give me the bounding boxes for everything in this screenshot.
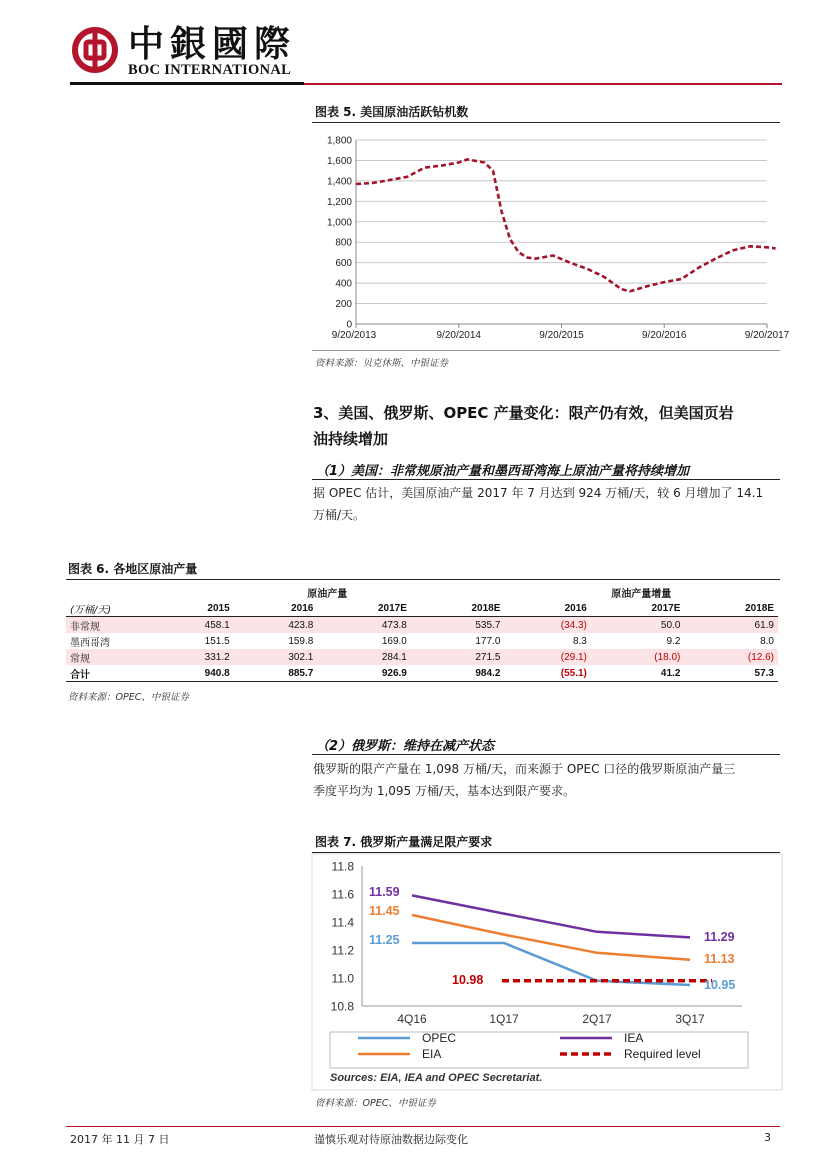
page-number: 3 (764, 1131, 771, 1144)
legend-label: Required level (624, 1047, 701, 1061)
y-tick-label: 0 (346, 319, 352, 331)
table-cell: (34.3) (504, 617, 590, 634)
table-group-header (66, 584, 778, 600)
x-tick-label: 2Q17 (582, 1012, 612, 1026)
x-tick-label: 9/20/2015 (539, 330, 584, 341)
y-tick-label: 1,800 (326, 135, 352, 147)
column-header: 2018E (411, 600, 505, 617)
table-cell: 302.1 (234, 649, 318, 665)
table-cell: 8.3 (572, 635, 587, 647)
table-cell: (29.1) (504, 649, 590, 665)
y-tick-label: 11.2 (331, 943, 354, 958)
table-cell: 271.5 (411, 649, 505, 665)
table-cell: 984.2 (411, 665, 505, 682)
x-tick-label: 9/20/2016 (642, 330, 687, 341)
fig7-title-rule (312, 852, 780, 853)
footer-date: 2017 年 11 月 7 日 (70, 1133, 170, 1146)
column-header: 2018E (684, 600, 778, 617)
fig6-title-rule (66, 579, 780, 580)
fig7-title: 图表 7. 俄罗斯产量满足限产要求 (315, 835, 493, 849)
data-label-eia-end: 11.13 (704, 952, 735, 966)
x-tick-label: 9/20/2013 (331, 330, 377, 341)
table-cell: 57.3 (684, 665, 778, 682)
x-tick-label: 3Q17 (675, 1012, 705, 1026)
x-tick-label: 9/20/2017 (744, 330, 790, 341)
y-tick-label: 1,400 (326, 176, 352, 188)
data-label-opec-start: 11.25 (369, 933, 400, 947)
header-rule-black (70, 82, 304, 85)
data-label-opec-end: 10.95 (704, 978, 736, 992)
x-tick-label: 4Q16 (397, 1012, 427, 1026)
row-label: 墨西哥湾 (70, 637, 110, 649)
table-cell: 535.7 (411, 617, 505, 634)
group-header-increment: 原油产量增量 (611, 588, 672, 600)
footer-rule (66, 1126, 780, 1127)
y-tick-label: 11.8 (331, 859, 354, 874)
subheading-rule-1 (312, 479, 780, 480)
table-cell: (55.1) (504, 665, 590, 682)
data-label-iea-end: 11.29 (704, 930, 735, 944)
subheading-russia: （2）俄罗斯：维持在减产状态 (316, 739, 495, 754)
data-label-eia-start: 11.45 (369, 904, 400, 918)
table-cell: 159.8 (288, 635, 314, 647)
footer-report-title: 谨慎乐观对待原油数据边际变化 (314, 1133, 468, 1146)
y-tick-label: 10.8 (330, 999, 354, 1014)
row-label: 常规 (66, 649, 150, 665)
column-header: 2015 (150, 600, 234, 617)
y-tick-label: 11.0 (331, 971, 354, 986)
fig6-title: 图表 6. 各地区原油产量 (68, 562, 198, 576)
x-tick-label: 1Q17 (489, 1012, 519, 1026)
column-header: 2017E (591, 600, 685, 617)
table-cell: 61.9 (684, 617, 778, 634)
chart-sources-note: Sources: EIA, IEA and OPEC Secretariat. (330, 1072, 543, 1084)
table-cell: 8.0 (760, 635, 774, 647)
legend-label: EIA (422, 1047, 442, 1061)
section3-title-line2: 油持续增加 (313, 430, 389, 448)
table-cell: 331.2 (150, 649, 234, 665)
y-tick-label: 1,600 (326, 155, 352, 167)
data-label-iea-start: 11.59 (369, 885, 400, 899)
russia-production-chart (312, 854, 782, 1090)
table-cell: 9.2 (666, 635, 681, 647)
production-table (66, 584, 778, 682)
legend-label: OPEC (422, 1031, 457, 1045)
boc-logo-icon (72, 27, 118, 73)
unit-label: (万桶/天) (66, 600, 150, 617)
subheading-rule-2 (312, 754, 780, 755)
y-tick-label: 400 (335, 278, 352, 290)
legend-label: IEA (624, 1031, 644, 1045)
y-tick-label: 600 (335, 258, 352, 270)
table-cell: (12.6) (684, 649, 778, 665)
header-rule-red (304, 83, 782, 85)
y-tick-label: 200 (335, 299, 352, 311)
section3-subheading-us: （1）美国：非常规原油产量和墨西哥湾海上原油产量将持续增加 (316, 464, 690, 479)
y-tick-label: 1,200 (326, 196, 352, 208)
rig-count-line (356, 159, 776, 291)
table-column-header (66, 600, 778, 617)
table-row (66, 633, 778, 649)
logo-english-name: BOC INTERNATIONAL (128, 62, 292, 78)
table-row (66, 617, 778, 634)
x-tick-label: 9/20/2014 (436, 330, 481, 341)
table-cell: 423.8 (234, 617, 318, 634)
table-cell: 169.0 (381, 635, 407, 647)
table-cell: 473.8 (317, 617, 411, 634)
section3-title-line1: 3、美国、俄罗斯、OPEC 产量变化：限产仍有效，但美国页岩 (313, 404, 734, 422)
column-header: 2017E (317, 600, 411, 617)
row-label: 非常规 (66, 617, 150, 634)
table-cell: 284.1 (317, 649, 411, 665)
table-cell: 151.5 (204, 635, 230, 647)
fig6-source: 资料来源：OPEC、中银证券 (68, 692, 189, 703)
table-cell: 458.1 (150, 617, 234, 634)
para-us-line2: 万桶/天。 (313, 508, 366, 522)
fig5-bottom-rule (312, 350, 780, 351)
y-tick-label: 11.4 (331, 915, 354, 930)
column-header: 2016 (234, 600, 318, 617)
rig-count-chart (312, 126, 790, 348)
table-cell: (18.0) (591, 649, 685, 665)
fig5-source: 资料来源：贝克休斯、中银证券 (315, 358, 449, 369)
table-cell: 177.0 (475, 635, 501, 647)
logo-chinese-name: 中銀國際 (128, 23, 297, 65)
fig5-title-rule (312, 122, 780, 123)
table-cell: 926.9 (317, 665, 411, 682)
table-row-total (66, 665, 778, 682)
table-cell: 940.8 (150, 665, 234, 682)
y-tick-label: 800 (335, 237, 352, 249)
fig7-source: 资料来源：OPEC、中银证券 (315, 1098, 436, 1109)
fig5-title: 图表 5. 美国原油活跃钻机数 (315, 105, 469, 119)
row-label: 合计 (66, 665, 150, 682)
para-russia-line1: 俄罗斯的限产产量在 1,098 万桶/天，而来源于 OPEC 口径的俄罗斯原油产量三 (313, 762, 736, 776)
table-cell: 885.7 (234, 665, 318, 682)
table-cell: 50.0 (591, 617, 685, 634)
column-header: 2016 (504, 600, 590, 617)
table-cell: 41.2 (591, 665, 685, 682)
para-russia-line2: 季度平均为 1,095 万桶/天，基本达到限产要求。 (313, 784, 576, 798)
para-us-line1: 据 OPEC 估计，美国原油产量 2017 年 7 月达到 924 万桶/天，较 6 月增加了 14.1 (313, 486, 764, 500)
table-row (66, 649, 778, 665)
y-tick-label: 11.6 (331, 887, 354, 902)
y-tick-label: 1,000 (326, 217, 352, 229)
group-header-production: 原油产量 (307, 588, 348, 600)
data-label-required: 10.98 (452, 973, 484, 987)
